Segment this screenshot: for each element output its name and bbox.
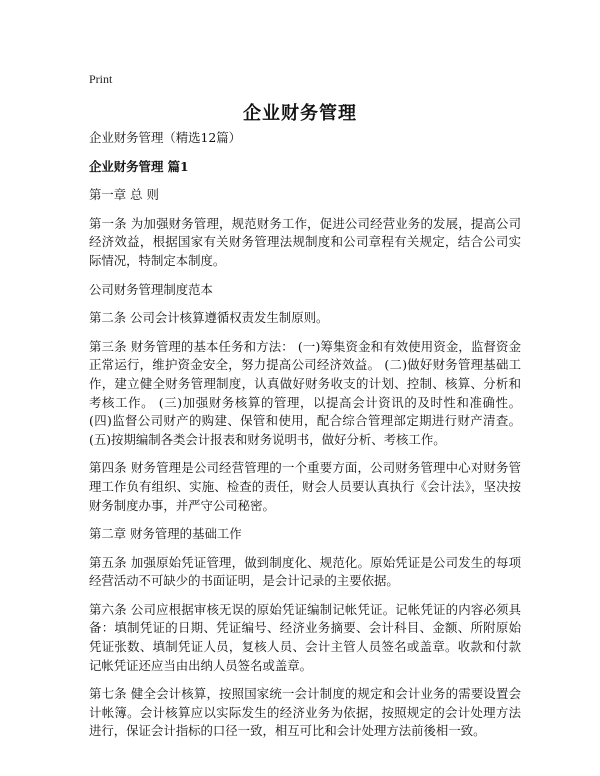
article-paragraph: 第七条 健全会计核算，按照国家统一会计制度的规定和会计业务的需要设置会计帐簿。会计核算应以实际发生的经济业务为依据，按照规定的会计处理方法进行，保证会计指标的口径一致，相互可比和会计处理方法前後相一致。 (89, 686, 521, 739)
document-title: 企业财务管理 (243, 103, 357, 124)
article-paragraph: 第五条 加强原始凭证管理，做到制度化、规范化。原始凭证是公司发生的每项经营活动不可缺少的书面证明，是会计记录的主要依据。 (89, 554, 521, 589)
article-paragraph: 第四条 财务管理是公司经营管理的一个重要方面，公司财务管理中心对财务管理工作负有组织、实施、检查的责任，财会人员要认真执行《会计法》，坚决按财务制度办事，并严守公司秘密。 (89, 460, 521, 513)
article-paragraph: 第一条 为加强财务管理，规范财务工作，促进公司经营业务的发展，提高公司经济效益，根据国家有关财务管理法规制度和公司章程有关规定，结合公司实际情况，特制定本制度。 (89, 215, 521, 268)
document-body (89, 129, 521, 751)
chapter-heading: 第一章 总 则 (89, 187, 159, 203)
print-label: Print (89, 72, 113, 86)
article-paragraph: 第六条 公司应根据审核无误的原始凭证编制记帐凭证。记帐凭证的内容必须具备：填制凭证的日期、凭证编号、经济业务摘要、会计科目、金额、所附原始凭证张数、填制凭证人员，复核人员、会计主管人员签名或盖章。收款和付款记帐凭证还应当由出纳人员签名或盖章。 (89, 601, 521, 673)
chapter-heading: 第二章 财务管理的基础工作 (89, 526, 242, 542)
subsection-label: 公司财务管理制度范本 (89, 281, 213, 297)
document-subtitle: 企业财务管理（精选12篇） (89, 130, 242, 145)
article-paragraph: 第二条 公司会计核算遵循权责发生制原则。 (89, 310, 329, 326)
section-heading: 企业财务管理 篇1 (89, 158, 189, 174)
article-paragraph: 第三条 财务管理的基本任务和方法： (一)筹集资金和有效使用资金，监督资金正常运行，维护资金安全，努力提高公司经济效益。 (二)做好财务管理基础工作，建立健全财务管理制度，认真做好财务收支的计划、控制、核算、分析和考核工作。 (三)加强财务核算的管理，以提高会计资讯的及时性和准确性。 (四)监督公司财产的购建、保管和使用，配合综合管理部定期进行财产清查。 (五)按期编制各类会计报表和财务说明书，做好分析、考核工作。 (89, 338, 521, 447)
